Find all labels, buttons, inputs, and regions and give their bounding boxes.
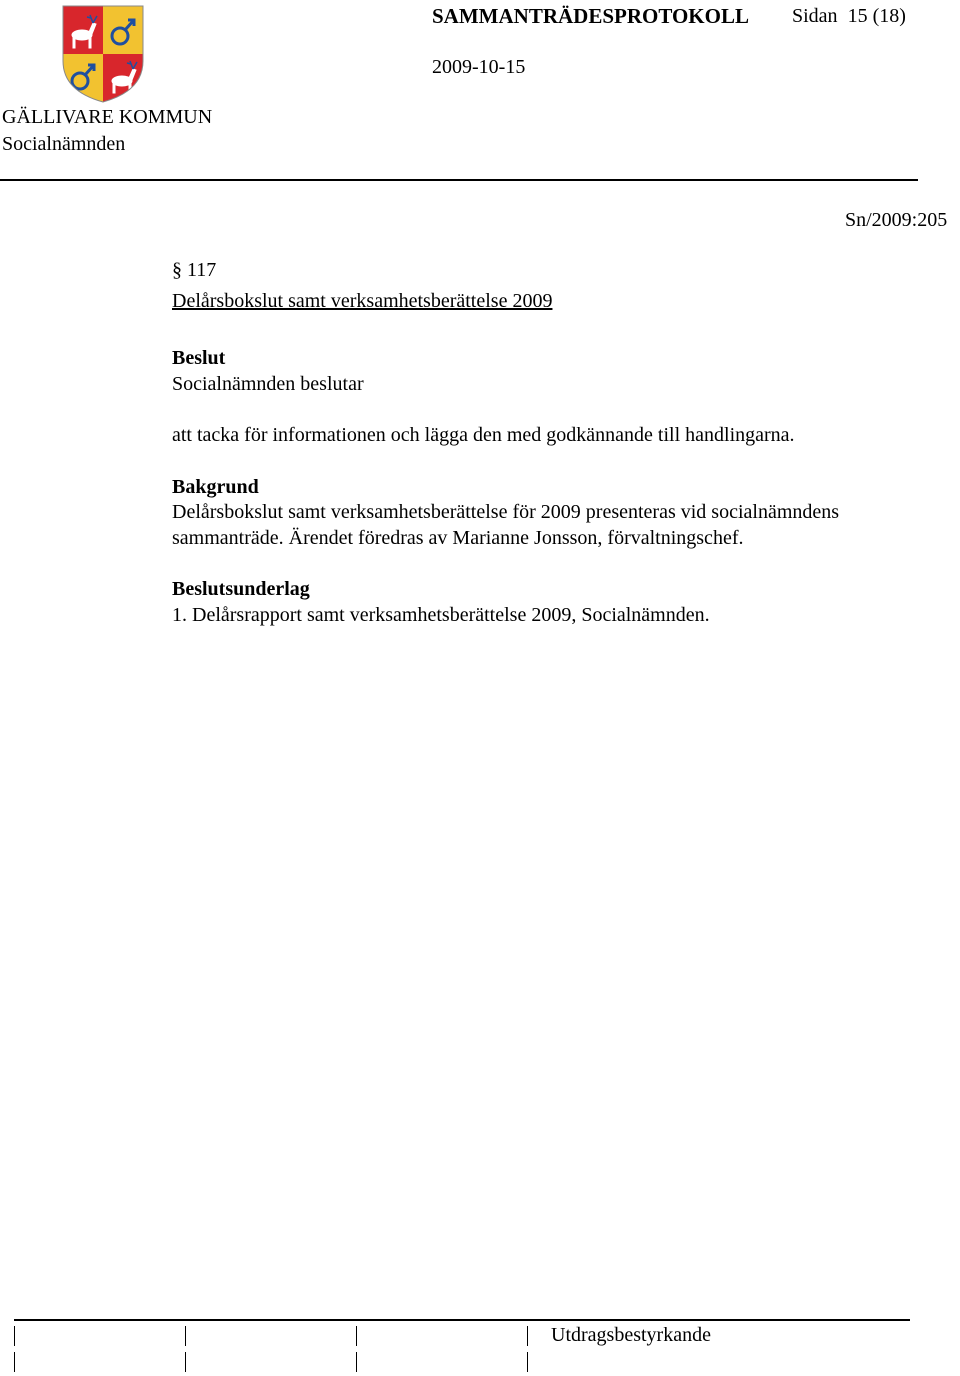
page-number: 15 (18) xyxy=(847,5,906,27)
document-title: SAMMANTRÄDESPROTOKOLL xyxy=(432,4,749,28)
extract-certification-label: Utdragsbestyrkande xyxy=(551,1324,711,1346)
basis-item: 1. Delårsrapport samt verksamhetsberättelse 2009, Socialnämnden. xyxy=(172,604,710,626)
case-reference: Sn/2009:205 xyxy=(845,209,948,231)
signature-box-divider xyxy=(14,1352,15,1372)
signature-box-divider xyxy=(527,1326,528,1346)
background-text-line-1: Delårsbokslut samt verksamhetsberättelse för 2009 presenteras vid socialnämndens xyxy=(172,501,840,523)
organization-name: GÄLLIVARE KOMMUN xyxy=(2,106,213,128)
signature-box-divider xyxy=(527,1352,528,1372)
page-indicator xyxy=(792,5,906,28)
background-text-line-2: sammanträde. Ärendet föredras av Marianne Jonsson, förvaltningschef. xyxy=(172,527,744,549)
coat-of-arms-icon xyxy=(62,5,144,103)
signature-box-divider xyxy=(14,1326,15,1346)
decision-intro: Socialnämnden beslutar xyxy=(172,373,364,395)
meeting-date: 2009-10-15 xyxy=(432,56,526,78)
decision-text: att tacka för informationen och lägga den med godkännande till handlingarna. xyxy=(172,424,795,446)
background-heading: Bakgrund xyxy=(172,476,259,498)
decision-heading: Beslut xyxy=(172,347,226,369)
department-name: Socialnämnden xyxy=(2,133,126,155)
footer-divider xyxy=(14,1319,910,1321)
case-subject: Delårsbokslut samt verksamhetsberättelse 2009 xyxy=(172,290,553,312)
signature-box-divider xyxy=(356,1326,357,1346)
signature-box-divider xyxy=(356,1352,357,1372)
page-label: Sidan xyxy=(792,5,838,27)
basis-heading: Beslutsunderlag xyxy=(172,578,310,600)
paragraph-number: § 117 xyxy=(172,259,217,281)
signature-box-divider xyxy=(185,1326,186,1346)
header-divider xyxy=(0,179,918,181)
signature-box-divider xyxy=(185,1352,186,1372)
